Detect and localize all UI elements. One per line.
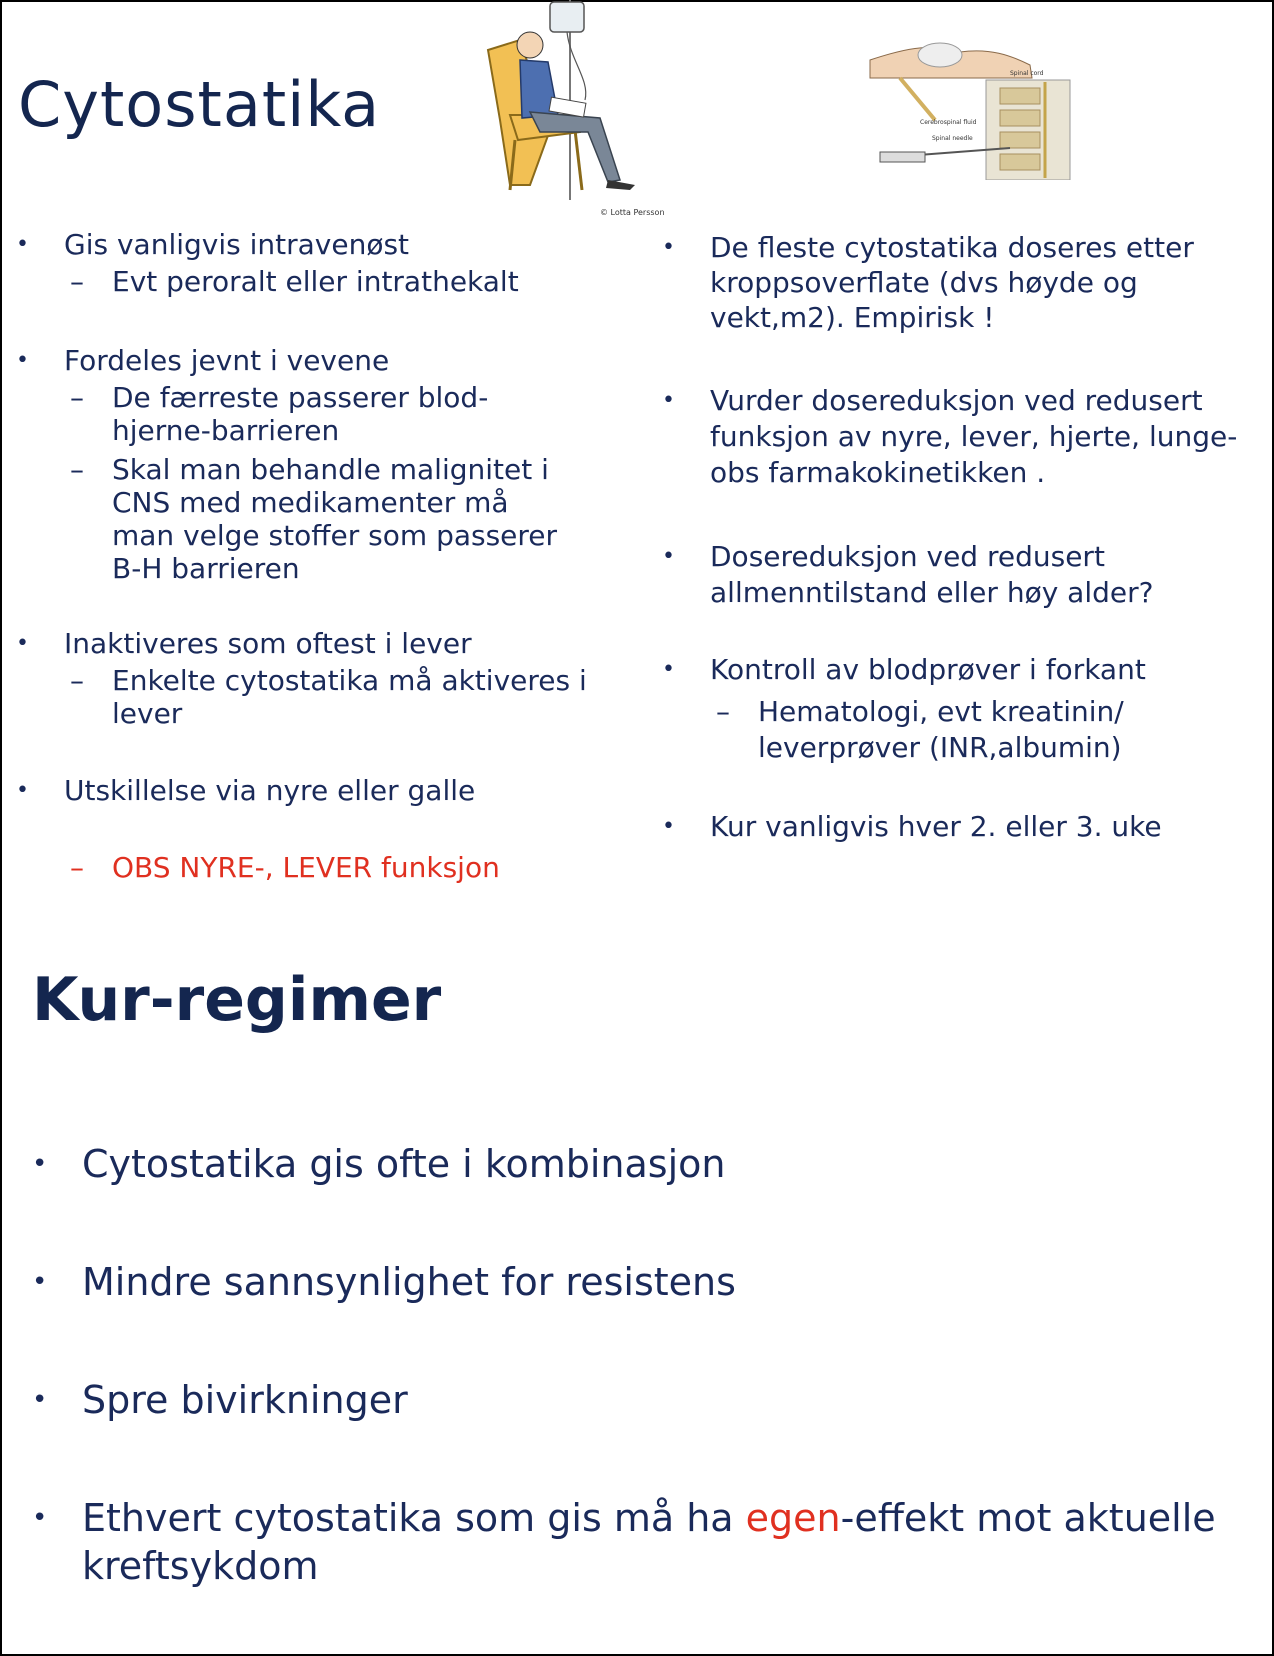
bullet-text: Ethvert cytostatika som gis må ha — [82, 1496, 746, 1540]
sub-bullet-item: – Skal man behandle malignitet i CNS med medikamenter må man velge stoffer som passerer B-H barrieren — [14, 453, 572, 585]
kur-bullets — [30, 1140, 1250, 1188]
spine-label-needle: Spinal needle — [932, 135, 973, 142]
bullet-item: • Mindre sannsynlighet for resistens — [30, 1258, 1250, 1306]
section-title: Kur-regimer — [32, 965, 442, 1035]
sub-bullet-item: – De færreste passerer blod-hjerne-barrieren — [14, 381, 552, 447]
highlight-text: egen — [745, 1496, 841, 1540]
bullet-item: • Vurder dosereduksjon ved redusert funksjon av nyre, lever, hjerte, lunge-obs farmakokinetikken . — [660, 383, 1260, 491]
sub-bullet-item: – Enkelte cytostatika må aktiveres i lever — [14, 664, 622, 730]
spine-label-fluid: Cerebrospinal fluid — [920, 119, 977, 126]
bullet-item: • Kur vanligvis hver 2. eller 3. uke — [660, 810, 1260, 843]
bullet-item: • Inaktiveres som oftest i lever — [14, 627, 644, 660]
right-column — [660, 230, 1260, 843]
kur-bullets — [30, 1258, 1250, 1306]
bullet-item: • Dosereduksjon ved redusert allmenntilstand eller høy alder? — [660, 539, 1260, 611]
bullet-item: • Kontroll av blodprøver i forkant — [660, 653, 1260, 686]
left-column — [14, 228, 644, 884]
sub-bullet-item-warning: – OBS NYRE-, LEVER funksjon — [14, 851, 644, 884]
page-title: Cytostatika — [18, 68, 381, 141]
image-credit: © Lotta Persson — [600, 208, 665, 217]
bullet-item: • De fleste cytostatika doseres etter kroppsoverflate (dvs høyde og vekt,m2). Empirisk ! — [660, 230, 1260, 335]
bullet-item — [30, 1494, 1250, 1590]
bullet-item: • Cytostatika gis ofte i kombinasjon — [30, 1140, 1250, 1188]
sub-bullet-item: – Evt peroralt eller intrathekalt — [14, 265, 644, 298]
bullet-text: -effekt mot aktuelle kreftsykdom — [82, 1496, 1216, 1588]
sub-bullet-item: – Hematologi, evt kreatinin/ leverprøver (INR,albumin) — [660, 694, 1178, 766]
kur-bullets — [30, 1376, 1250, 1424]
iv-chair-illustration — [470, 0, 670, 210]
bullet-item: • Fordeles jevnt i vevene — [14, 344, 644, 377]
bullet-item: • Utskillelse via nyre eller galle — [14, 774, 644, 807]
bullet-item: • Spre bivirkninger — [30, 1376, 1250, 1424]
spine-label-cord: Spinal cord — [1010, 70, 1044, 77]
kur-bullets — [30, 1494, 1250, 1590]
lumbar-puncture-illustration — [860, 30, 1090, 180]
bullet-item: • Gis vanligvis intravenøst — [14, 228, 644, 261]
